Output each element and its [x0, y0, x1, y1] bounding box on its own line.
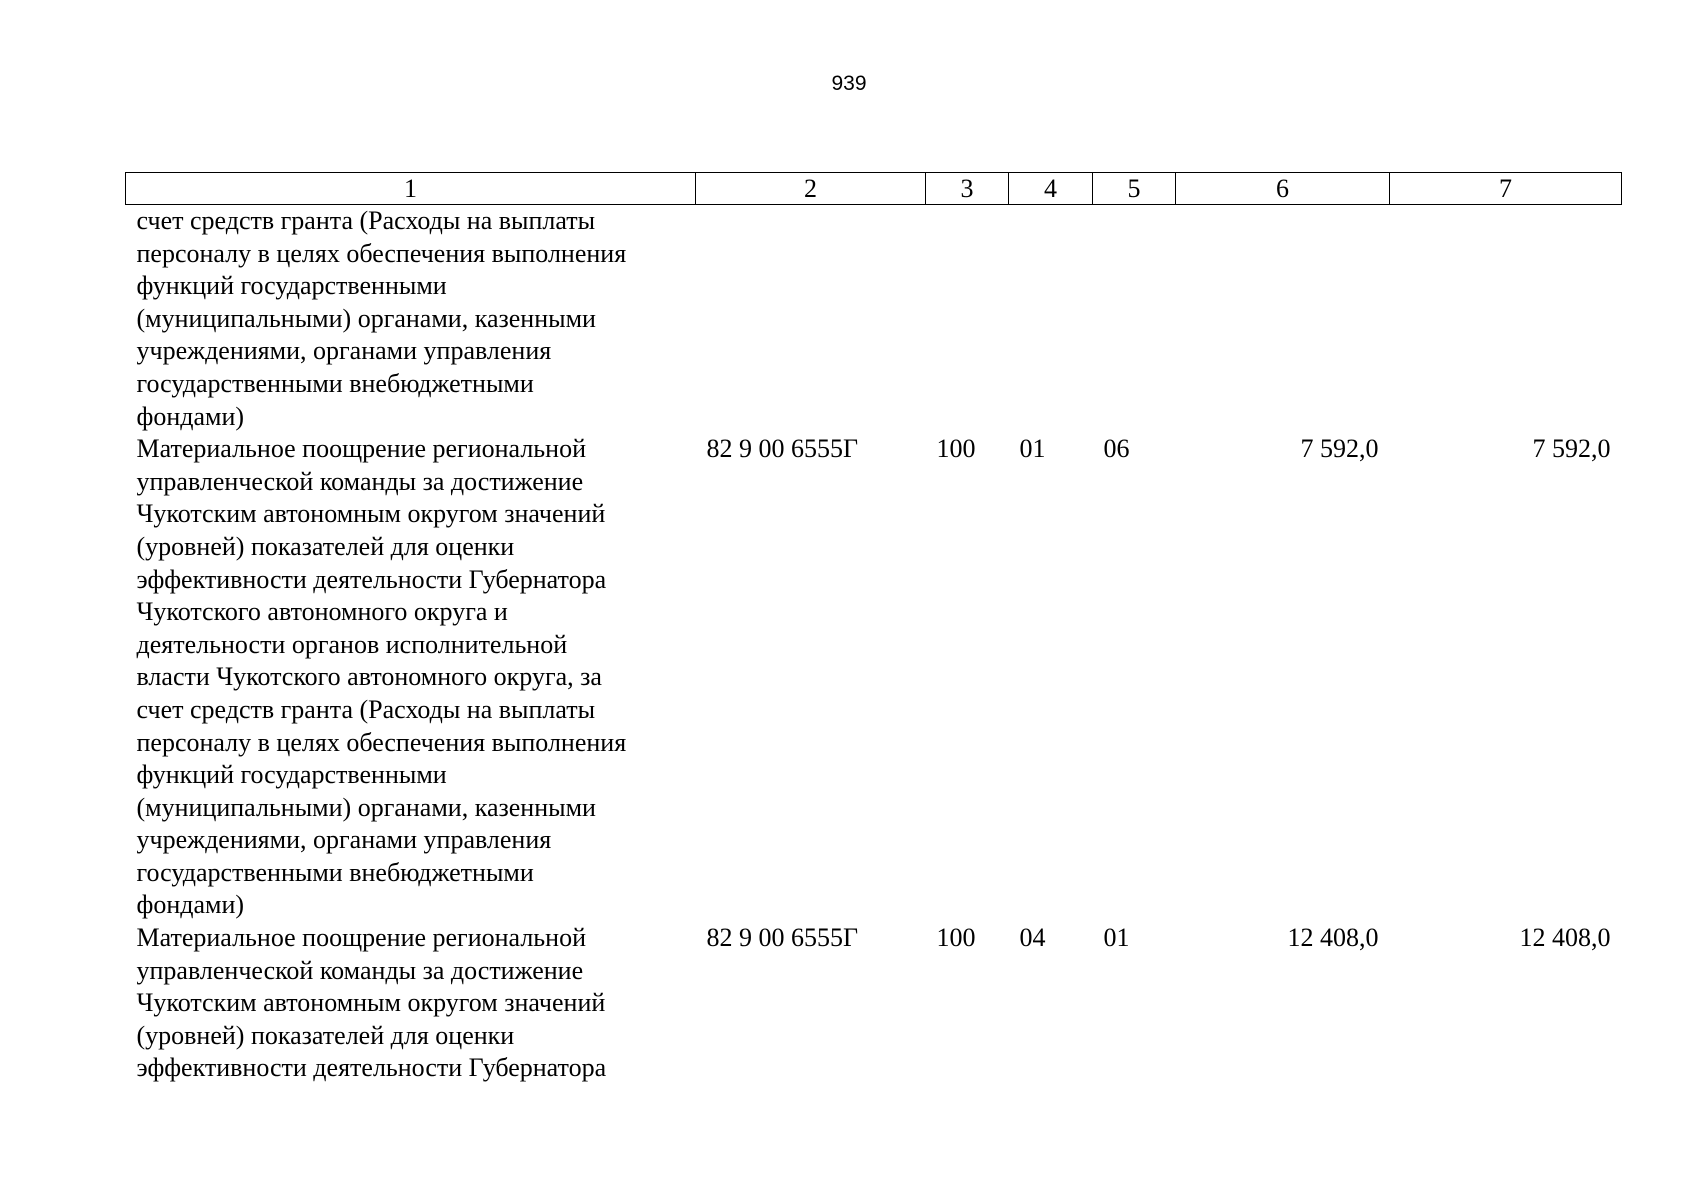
description-line: государственными внебюджетными	[136, 368, 534, 398]
description-line: управленческой команды за достижение	[136, 955, 584, 985]
row-description	[126, 205, 696, 434]
row-subsection: 01	[1103, 923, 1130, 953]
column-header-5: 5	[1093, 173, 1176, 205]
row-code: 82 9 00 6555Г	[706, 434, 859, 464]
column-header-1: 1	[126, 173, 696, 205]
table-body	[126, 205, 1622, 1086]
column-header-2: 2	[696, 173, 926, 205]
row-section	[1009, 205, 1093, 434]
description-line: Материальное поощрение региональной	[136, 923, 586, 953]
row-description	[126, 433, 696, 922]
description-line: управленческой команды за достижение	[136, 466, 584, 496]
row-subsection	[1093, 205, 1176, 434]
description-line: (уровней) показателей для оценки	[136, 531, 515, 561]
description-line: эффективности деятельности Губернатора	[136, 564, 607, 594]
description-line: (муниципальными) органами, казенными	[136, 303, 596, 333]
table-row	[126, 433, 1622, 922]
row-code: 82 9 00 6555Г	[706, 923, 859, 953]
table-row	[126, 205, 1622, 434]
description-line: учреждениями, органами управления	[136, 825, 552, 855]
row-section: 04	[1019, 923, 1046, 953]
description-line: Чукотским автономным округом значений	[136, 988, 606, 1018]
row-amount-6	[1176, 205, 1390, 434]
column-header-7: 7	[1390, 173, 1622, 205]
row-description	[126, 922, 696, 1085]
row-amount-7	[1390, 205, 1622, 434]
column-header-6: 6	[1176, 173, 1390, 205]
row-type: 100	[936, 434, 976, 464]
description-line: деятельности органов исполнительной	[136, 629, 568, 659]
description-line: (муниципальными) органами, казенными	[136, 792, 596, 822]
budget-table	[125, 172, 1622, 1085]
description-line: Чукотского автономного округа и	[136, 597, 508, 627]
row-amount-7: 7 592,0	[1532, 434, 1611, 464]
row-subsection: 06	[1103, 434, 1130, 464]
description-line: (уровней) показателей для оценки	[136, 1020, 515, 1050]
row-type: 100	[936, 923, 976, 953]
description-line: учреждениями, органами управления	[136, 336, 552, 366]
description-line: счет средств гранта (Расходы на выплаты	[136, 694, 596, 724]
column-header-4: 4	[1009, 173, 1093, 205]
row-type	[926, 205, 1009, 434]
row-amount-6: 7 592,0	[1300, 434, 1379, 464]
description-line: персоналу в целях обеспечения выполнения	[136, 238, 627, 268]
description-line: государственными внебюджетными	[136, 857, 534, 887]
description-line: эффективности деятельности Губернатора	[136, 1053, 607, 1083]
row-amount-7: 12 408,0	[1519, 923, 1611, 953]
description-line: Материальное поощрение региональной	[136, 434, 586, 464]
description-line: персоналу в целях обеспечения выполнения	[136, 727, 627, 757]
row-amount-6: 12 408,0	[1287, 923, 1379, 953]
description-line: Чукотским автономным округом значений	[136, 499, 606, 529]
description-line: функций государственными	[136, 760, 447, 790]
row-code	[696, 205, 926, 434]
row-section: 01	[1019, 434, 1046, 464]
column-header-3: 3	[926, 173, 1009, 205]
header-row	[126, 173, 1622, 205]
description-line: счет средств гранта (Расходы на выплаты	[136, 206, 596, 235]
description-line: фондами)	[136, 401, 245, 431]
page-number: 939	[831, 72, 867, 95]
description-line: фондами)	[136, 890, 245, 920]
description-line: функций государственными	[136, 271, 447, 301]
description-line: власти Чукотского автономного округа, за	[136, 662, 602, 692]
table-row	[126, 922, 1622, 1085]
